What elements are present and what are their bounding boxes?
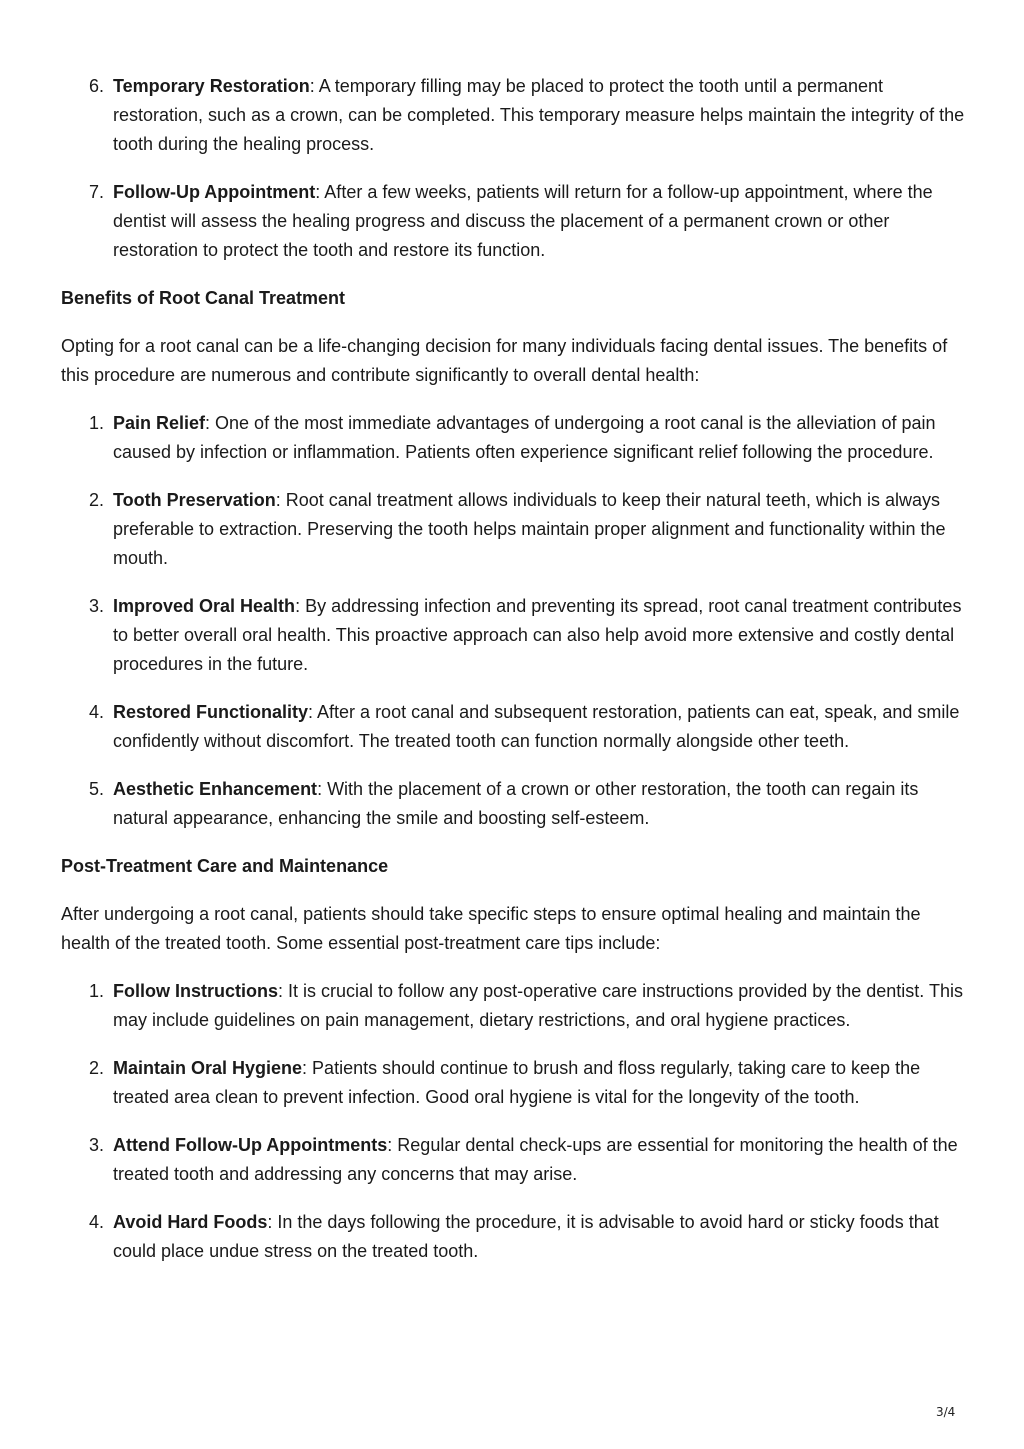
- item-term: Attend Follow-Up Appointments: [113, 1135, 388, 1155]
- item-number: 2.: [89, 1058, 105, 1078]
- list-item: [61, 486, 969, 573]
- item-text: : Root canal treatment allows individuals to keep their natural teeth, which is always preferable to extraction. Preserving the tooth helps maintain proper alignment and functionality within the mouth.: [113, 490, 946, 568]
- item-number: 4.: [89, 1212, 105, 1232]
- list-item: [61, 1054, 969, 1112]
- item-term: Maintain Oral Hygiene: [113, 1058, 303, 1078]
- list-item: [61, 409, 969, 467]
- item-text: : In the days following the procedure, it is advisable to avoid hard or sticky foods that could place undue stress on the treated tooth.: [113, 1212, 939, 1261]
- list-item: [61, 698, 969, 756]
- list-item: [61, 1208, 969, 1266]
- list-item: [61, 592, 969, 679]
- item-term: Improved Oral Health: [113, 596, 296, 616]
- item-term: Aesthetic Enhancement: [113, 779, 318, 799]
- item-text: : One of the most immediate advantages of undergoing a root canal is the alleviation of pain caused by infection or inflammation. Patients often experience significant relief following the procedure.: [113, 413, 936, 462]
- item-text: : Patients should continue to brush and floss regularly, taking care to keep the treated area clean to prevent infection. Good oral hygiene is vital for the longevity of the tooth.: [113, 1058, 921, 1107]
- item-text: : It is crucial to follow any post-operative care instructions provided by the dentist. This may include guidelines on pain management, dietary restrictions, and oral hygiene practices.: [113, 981, 963, 1030]
- list-item: [61, 977, 969, 1035]
- item-term: Temporary Restoration: [113, 76, 310, 96]
- item-term: Follow-Up Appointment: [113, 182, 316, 202]
- item-term: Follow Instructions: [113, 981, 278, 1001]
- procedure-steps-list: [61, 72, 969, 265]
- item-text: : Regular dental check-ups are essential for monitoring the health of the treated tooth and addressing any concerns that may arise.: [113, 1135, 958, 1184]
- item-number: 4.: [89, 702, 105, 722]
- benefits-intro: Opting for a root canal can be a life-changing decision for many individuals facing dental issues. The benefits of this procedure are numerous and contribute significantly to overall dental health:: [61, 336, 948, 385]
- list-item: [61, 178, 969, 265]
- item-term: Restored Functionality: [113, 702, 309, 722]
- item-number: 1.: [89, 981, 105, 1001]
- item-text: : With the placement of a crown or other restoration, the tooth can regain its natural appearance, enhancing the smile and boosting self-esteem.: [113, 779, 919, 828]
- item-number: 3.: [89, 1135, 105, 1155]
- list-item: [61, 1131, 969, 1189]
- list-item: [61, 72, 969, 159]
- item-number: 3.: [89, 596, 105, 616]
- item-number: 6.: [89, 76, 105, 96]
- page-number: 3/4: [936, 1405, 956, 1419]
- item-number: 5.: [89, 779, 105, 799]
- document-page: [61, 72, 969, 1285]
- list-item: [61, 775, 969, 833]
- item-number: 1.: [89, 413, 105, 433]
- item-term: Avoid Hard Foods: [113, 1212, 268, 1232]
- care-heading: Post-Treatment Care and Maintenance: [61, 856, 389, 876]
- item-number: 7.: [89, 182, 105, 202]
- item-term: Tooth Preservation: [113, 490, 276, 510]
- item-term: Pain Relief: [113, 413, 206, 433]
- item-number: 2.: [89, 490, 105, 510]
- item-text: : A temporary filling may be placed to protect the tooth until a permanent restoration, such as a crown, can be completed. This temporary measure helps maintain the integrity of the tooth during the healing process.: [113, 76, 965, 154]
- care-intro: After undergoing a root canal, patients should take specific steps to ensure optimal healing and maintain the health of the treated tooth. Some essential post-treatment care tips include:: [61, 904, 921, 953]
- item-text: : After a few weeks, patients will return for a follow-up appointment, where the dentist will assess the healing progress and discuss the placement of a permanent crown or other restoration to protect the tooth and restore its function.: [113, 182, 933, 260]
- item-text: : After a root canal and subsequent restoration, patients can eat, speak, and smile confidently without discomfort. The treated tooth can function normally alongside other teeth.: [113, 702, 960, 751]
- item-text: : By addressing infection and preventing its spread, root canal treatment contributes to better overall oral health. This proactive approach can also help avoid more extensive and costly dental procedures in the future.: [113, 596, 962, 674]
- benefits-heading: Benefits of Root Canal Treatment: [61, 288, 346, 308]
- benefits-list: [61, 409, 969, 833]
- care-tips-list: [61, 977, 969, 1266]
